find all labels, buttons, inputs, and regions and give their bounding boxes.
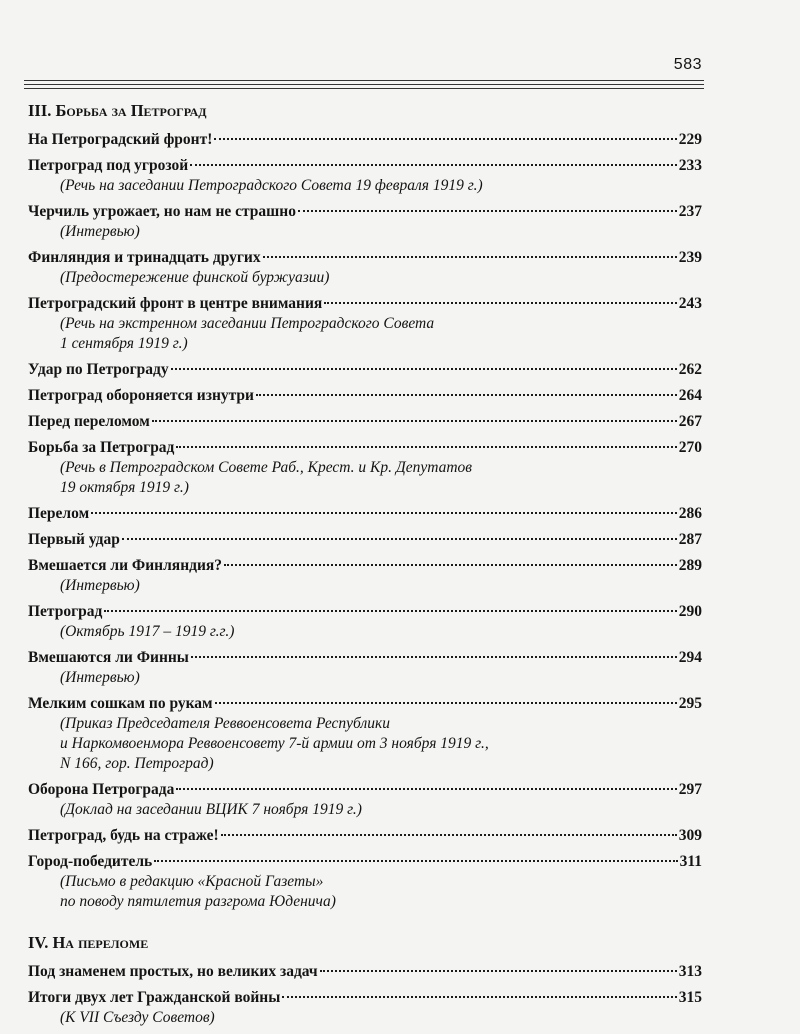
dot-leader [215,702,677,704]
toc-entry-page-number: 287 [678,531,702,548]
toc-entry-title: Петроград под угрозой [28,157,189,174]
dot-leader [298,210,677,212]
toc-entry-page-number: 270 [678,439,702,456]
toc-entry[interactable] [28,202,702,242]
dot-leader [171,368,677,370]
toc-entry[interactable] [28,504,702,524]
toc-entry-title: Петроград [28,603,103,620]
toc-entry-page-number: 313 [678,963,702,980]
toc-entry[interactable] [28,386,702,406]
toc-entry-title: Вмешаются ли Финны [28,649,189,666]
toc-entry-note: 1 сентября 1919 г.) [60,335,188,352]
toc-entry-line [28,438,702,458]
toc-entry-note: N 166, гор. Петроград) [60,755,214,772]
section-heading: IV. На переломе [28,933,149,952]
toc-entry[interactable] [28,826,702,846]
toc-entry-title: Первый удар [28,531,120,548]
toc-entry-note: (Предостережение финской буржуазии) [60,269,330,286]
toc-entry-line [28,826,702,846]
toc-entry-page-number: 243 [678,295,702,312]
toc-entry-note: (Приказ Председателя Реввоенсовета Республики [60,715,390,732]
toc-entry-line [28,780,702,800]
toc-entry-note: (Интервью) [60,577,140,594]
toc-entry-page-number: 297 [678,781,702,798]
toc-entry-line [28,294,702,314]
toc-entry-title: Черчиль угрожает, но нам не страшно [28,203,296,220]
toc-entry-line [28,852,702,872]
toc-entry-title: Петроград, будь на страже! [28,827,219,844]
toc-entry-page-number: 311 [679,853,702,870]
dot-leader [214,138,676,140]
toc-entry-title: Борьба за Петроград [28,439,175,456]
toc-entry[interactable] [28,130,702,150]
toc-entry[interactable] [28,156,702,196]
toc-entry-line [28,248,702,268]
header-rule [24,84,704,85]
dot-leader [224,564,677,566]
toc-entry-page-number: 264 [678,387,702,404]
toc-entry-note: (Интервью) [60,669,140,686]
toc-entry-note: (Письмо в редакцию «Красной Газеты» [60,873,324,890]
dot-leader [324,302,676,304]
dot-leader [154,860,677,862]
header-rule [24,88,704,89]
dot-leader [122,538,677,540]
dot-leader [176,788,676,790]
toc-entry-title: Итоги двух лет Гражданской войны [28,989,281,1006]
toc-entry-title: На Петроградский фронт! [28,131,213,148]
dot-leader [191,656,677,658]
toc-entry-note: по поводу пятилетия разгрома Юденича) [60,893,336,910]
toc-entry-page-number: 262 [678,361,702,378]
page-number: 583 [673,56,702,73]
toc-entry-line [28,694,702,714]
toc-entry-page-number: 239 [678,249,702,266]
toc-entry-title: Вмешается ли Финляндия? [28,557,223,574]
toc-entry[interactable] [28,602,702,642]
toc-entry-page-number: 233 [678,157,702,174]
toc-entry-line [28,962,702,982]
toc-entry[interactable] [28,694,702,774]
toc-entry-line [28,602,702,622]
section-heading: III. Борьба за Петроград [28,101,207,120]
toc-entry-title: Мелким сошкам по рукам [28,695,213,712]
toc-entry[interactable] [28,412,702,432]
dot-leader [152,420,677,422]
toc-entry-title: Оборона Петрограда [28,781,175,798]
toc-entry-line [28,412,702,432]
toc-entry-note: (К VII Съезду Советов) [60,1009,215,1026]
toc-entry[interactable] [28,780,702,820]
toc-entry-page-number: 315 [678,989,702,1006]
toc-entry-title: Перелом [28,505,90,522]
toc-entry-line [28,202,702,222]
toc-entry-page-number: 290 [678,603,702,620]
dot-leader [263,256,677,258]
toc-entry-page-number: 286 [678,505,702,522]
toc-entry-line [28,648,702,668]
toc-entry[interactable] [28,438,702,498]
toc-entry-page-number: 267 [678,413,702,430]
toc-entry-page-number: 295 [678,695,702,712]
table-of-contents [28,100,702,1034]
toc-entry[interactable] [28,294,702,354]
toc-entry-page-number: 309 [678,827,702,844]
toc-entry-page-number: 229 [678,131,702,148]
toc-entry-line [28,988,702,1008]
toc-entry-page-number: 237 [678,203,702,220]
toc-entry-page-number: 294 [678,649,702,666]
toc-entry-title: Под знаменем простых, но великих задач [28,963,318,980]
header-rule [24,80,704,81]
toc-entry-line [28,530,702,550]
toc-entry-line [28,156,702,176]
dot-leader [176,446,676,448]
toc-entry-page-number: 289 [678,557,702,574]
toc-entry-title: Город-победитель [28,853,153,870]
toc-entry[interactable] [28,556,702,596]
toc-entry-note: (Интервью) [60,223,140,240]
toc-entry-note: (Речь на заседании Петроградского Совета 19 февраля 1919 г.) [60,177,483,194]
toc-entry-title: Петроградский фронт в центре внимания [28,295,323,312]
toc-entry[interactable] [28,852,702,912]
toc-entry-note: (Октябрь 1917 – 1919 г.г.) [60,623,235,640]
toc-entry-line [28,386,702,406]
toc-entry[interactable] [28,248,702,288]
toc-entry-note: 19 октября 1919 г.) [60,479,189,496]
dot-leader [221,834,677,836]
toc-entry[interactable] [28,360,702,380]
toc-entry-line [28,130,702,150]
dot-leader [190,164,677,166]
dot-leader [282,996,676,998]
toc-entry[interactable] [28,962,702,982]
toc-entry-title: Финляндия и тринадцать других [28,249,261,266]
toc-entry-line [28,504,702,524]
toc-entry[interactable] [28,988,702,1028]
dot-leader [91,512,677,514]
toc-entry-note: (Речь на экстренном заседании Петроградского Совета [60,315,435,332]
dot-leader [256,394,677,396]
toc-entry-title: Удар по Петрограду [28,361,169,378]
toc-entry-title: Перед переломом [28,413,150,430]
toc-entry-note: (Речь в Петроградском Совете Раб., Крест. и Кр. Депутатов [60,459,473,476]
dot-leader [320,970,677,972]
toc-entry-line [28,556,702,576]
toc-entry-note: и Наркомвоенмора Реввоенсовету 7-й армии от 3 ноября 1919 г., [60,735,489,752]
toc-entry[interactable] [28,530,702,550]
toc-entry[interactable] [28,648,702,688]
toc-entry-line [28,360,702,380]
dot-leader [104,610,676,612]
toc-entry-note: (Доклад на заседании ВЦИК 7 ноября 1919 г.) [60,801,362,818]
toc-entry-title: Петроград обороняется изнутри [28,387,254,404]
